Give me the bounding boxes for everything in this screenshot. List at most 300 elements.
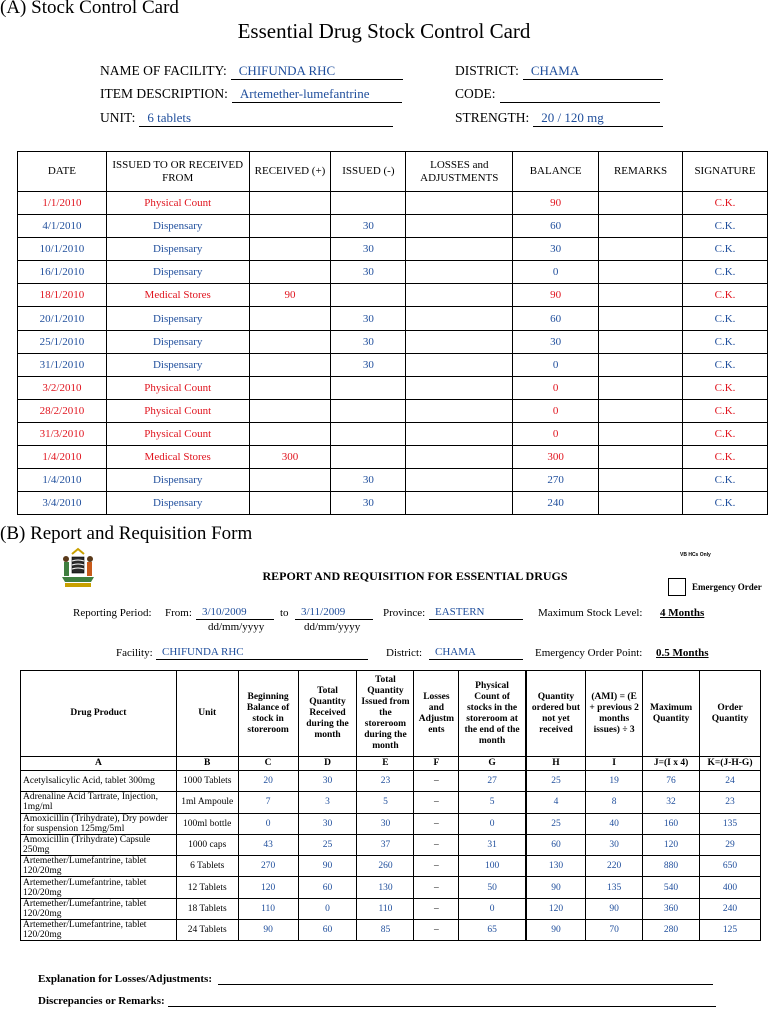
req-cell-i: 70 xyxy=(586,920,643,941)
stock-cell-date: 31/1/2010 xyxy=(18,353,107,376)
strength-label: STRENGTH: xyxy=(455,110,530,125)
req-cell-j: 32 xyxy=(643,792,700,813)
stock-cell-signature: C.K. xyxy=(683,399,768,422)
stock-cell-from: Dispensary xyxy=(106,330,249,353)
stock-cell-issued: 30 xyxy=(331,330,406,353)
stock-row xyxy=(18,376,768,399)
stock-cell-date: 1/4/2010 xyxy=(18,469,107,492)
col-header-signature: SIGNATURE xyxy=(683,152,768,192)
req-cell-f: – xyxy=(414,813,459,834)
stock-cell-signature: C.K. xyxy=(683,353,768,376)
stock-table-header xyxy=(18,152,768,192)
req-cell-unit: 1000 Tablets xyxy=(176,771,238,792)
req-cell-h: 120 xyxy=(526,898,586,919)
discrepancies-line[interactable] xyxy=(168,1006,716,1007)
section-a-title: (A) Stock Control Card xyxy=(0,0,179,18)
stock-cell-signature: C.K. xyxy=(683,376,768,399)
req-cell-unit: 12 Tablets xyxy=(176,877,238,898)
req-cell-j: 160 xyxy=(643,813,700,834)
req-cell-i: 40 xyxy=(586,813,643,834)
req-cell-k: 240 xyxy=(700,898,761,919)
district-value[interactable]: CHAMA xyxy=(523,63,663,80)
stock-cell-remarks xyxy=(599,422,683,445)
req-cell-d: 30 xyxy=(298,813,357,834)
stock-cell-received xyxy=(249,492,331,515)
req-letter-g: G xyxy=(459,757,526,771)
req-row xyxy=(21,877,761,898)
stock-cell-losses xyxy=(406,492,513,515)
unit-label: UNIT: xyxy=(100,110,136,125)
stock-cell-balance: 60 xyxy=(513,215,599,238)
from-date-value[interactable]: 3/10/2009 xyxy=(196,606,274,620)
eop-value: 0.5 Months xyxy=(656,647,709,659)
stock-cell-signature: C.K. xyxy=(683,284,768,307)
req-cell-unit: 18 Tablets xyxy=(176,898,238,919)
req-cell-d: 25 xyxy=(298,834,357,855)
req-cell-j: 280 xyxy=(643,920,700,941)
stock-cell-date: 4/1/2010 xyxy=(18,215,107,238)
req-row xyxy=(21,856,761,877)
stock-cell-balance: 90 xyxy=(513,284,599,307)
max-stock-value: 4 Months xyxy=(660,607,705,619)
req-cell-k: 125 xyxy=(700,920,761,941)
discrepancies-label: Discrepancies or Remarks: xyxy=(38,995,165,1007)
req-cell-j: 540 xyxy=(643,877,700,898)
stock-row xyxy=(18,261,768,284)
stock-cell-signature: C.K. xyxy=(683,422,768,445)
stock-cell-received xyxy=(249,215,331,238)
stock-cell-remarks xyxy=(599,238,683,261)
col-header-from: ISSUED TO OR RECEIVED FROM xyxy=(106,152,249,192)
req-row xyxy=(21,834,761,855)
stock-row xyxy=(18,469,768,492)
stock-cell-remarks xyxy=(599,353,683,376)
stock-cell-received xyxy=(249,192,331,215)
form-title: REPORT AND REQUISITION FOR ESSENTIAL DRUGS xyxy=(262,569,568,583)
req-cell-product: Amoxicillin (Trihydrate) Capsule 250mg xyxy=(21,834,177,855)
req-cell-g: 27 xyxy=(459,771,526,792)
req-row xyxy=(21,813,761,834)
req-cell-product: Adrenaline Acid Tartrate, Injection, 1mg/ml xyxy=(21,792,177,813)
req-cell-g: 31 xyxy=(459,834,526,855)
item-value[interactable]: Artemether-lumefantrine xyxy=(232,86,402,103)
req-cell-product: Amoxicillin (Trihydrate), Dry powder for suspension 125mg/5ml xyxy=(21,813,177,834)
req-cell-e: 37 xyxy=(357,834,414,855)
stock-cell-losses xyxy=(406,446,513,469)
req-cell-k: 23 xyxy=(700,792,761,813)
req-letter-a: A xyxy=(21,757,177,771)
req-cell-d: 60 xyxy=(298,920,357,941)
col-header-issued: ISSUED (-) xyxy=(331,152,406,192)
stock-cell-losses xyxy=(406,399,513,422)
stock-cell-issued: 30 xyxy=(331,307,406,330)
req-cell-h: 130 xyxy=(526,856,586,877)
stock-cell-from: Dispensary xyxy=(106,307,249,330)
req-row xyxy=(21,898,761,919)
req-cell-f: – xyxy=(414,834,459,855)
stock-cell-balance: 90 xyxy=(513,192,599,215)
stock-cell-balance: 0 xyxy=(513,399,599,422)
req-col-ami: (AMI) = (E + previous 2 months issues) ÷ 3 xyxy=(586,671,643,757)
req-cell-i: 135 xyxy=(586,877,643,898)
explanation-line[interactable] xyxy=(218,984,713,985)
req-cell-f: – xyxy=(414,920,459,941)
stock-cell-received xyxy=(249,422,331,445)
req-cell-f: – xyxy=(414,856,459,877)
stock-cell-issued: 30 xyxy=(331,492,406,515)
stock-cell-signature: C.K. xyxy=(683,469,768,492)
req-letter-f: F xyxy=(414,757,459,771)
stock-cell-issued xyxy=(331,284,406,307)
stock-cell-remarks xyxy=(599,192,683,215)
col-header-balance: BALANCE xyxy=(513,152,599,192)
stock-cell-losses xyxy=(406,376,513,399)
req-letter-d: D xyxy=(298,757,357,771)
req-cell-f: – xyxy=(414,898,459,919)
req-cell-g: 65 xyxy=(459,920,526,941)
max-stock-label: Maximum Stock Level: xyxy=(538,607,643,619)
req-row xyxy=(21,920,761,941)
req-cell-d: 0 xyxy=(298,898,357,919)
req-cell-k: 29 xyxy=(700,834,761,855)
req-cell-product: Artemether/Lumefantrine, tablet 120/20mg xyxy=(21,877,177,898)
req-letter-row xyxy=(21,757,761,771)
req-cell-g: 0 xyxy=(459,898,526,919)
province-value[interactable]: EASTERN xyxy=(429,606,523,620)
req-cell-e: 110 xyxy=(357,898,414,919)
stock-cell-losses xyxy=(406,261,513,284)
req-cell-i: 90 xyxy=(586,898,643,919)
req-col-physical: Physical Count of stocks in the storeroom at the end of the month xyxy=(459,671,526,757)
stock-row xyxy=(18,399,768,422)
stock-row xyxy=(18,446,768,469)
req-district-value[interactable]: CHAMA xyxy=(429,646,523,660)
stock-cell-remarks xyxy=(599,399,683,422)
stock-cell-received xyxy=(249,238,331,261)
stock-cell-signature: C.K. xyxy=(683,261,768,284)
strength-value[interactable]: 20 / 120 mg xyxy=(533,110,663,127)
req-header-row xyxy=(21,671,761,757)
stock-cell-issued: 30 xyxy=(331,353,406,376)
stock-cell-balance: 240 xyxy=(513,492,599,515)
req-cell-e: 130 xyxy=(357,877,414,898)
req-letter-e: E xyxy=(357,757,414,771)
req-col-issued: Total Quantity Issued from the storeroom during the month xyxy=(357,671,414,757)
req-cell-g: 5 xyxy=(459,792,526,813)
req-col-order: Order Quantity xyxy=(700,671,761,757)
req-cell-k: 400 xyxy=(700,877,761,898)
req-cell-product: Artemether/Lumefantrine, tablet 120/20mg xyxy=(21,856,177,877)
stock-row xyxy=(18,307,768,330)
req-cell-d: 3 xyxy=(298,792,357,813)
req-col-losses: Losses and Adjustm ents xyxy=(414,671,459,757)
req-cell-c: 110 xyxy=(238,898,298,919)
stock-cell-issued xyxy=(331,422,406,445)
stock-cell-date: 1/1/2010 xyxy=(18,192,107,215)
req-col-unit: Unit xyxy=(176,671,238,757)
req-facility-label: Facility: xyxy=(116,647,153,659)
req-cell-d: 90 xyxy=(298,856,357,877)
req-cell-i: 30 xyxy=(586,834,643,855)
stock-row xyxy=(18,422,768,445)
req-cell-e: 85 xyxy=(357,920,414,941)
code-field xyxy=(455,85,660,103)
req-cell-c: 0 xyxy=(238,813,298,834)
stock-cell-from: Dispensary xyxy=(106,215,249,238)
stock-cell-losses xyxy=(406,353,513,376)
stock-cell-losses xyxy=(406,469,513,492)
req-cell-j: 360 xyxy=(643,898,700,919)
stock-row xyxy=(18,353,768,376)
stock-cell-issued xyxy=(331,399,406,422)
req-letter-b: B xyxy=(176,757,238,771)
stock-cell-signature: C.K. xyxy=(683,492,768,515)
stock-cell-from: Medical Stores xyxy=(106,284,249,307)
stock-cell-remarks xyxy=(599,307,683,330)
emergency-order-checkbox[interactable] xyxy=(668,578,686,596)
stock-row xyxy=(18,330,768,353)
req-cell-k: 24 xyxy=(700,771,761,792)
col-header-remarks: REMARKS xyxy=(599,152,683,192)
stock-cell-balance: 30 xyxy=(513,238,599,261)
req-facility-value[interactable]: CHIFUNDA RHC xyxy=(156,646,368,660)
req-cell-c: 20 xyxy=(238,771,298,792)
stock-cell-received xyxy=(249,469,331,492)
req-cell-j: 880 xyxy=(643,856,700,877)
eop-label: Emergency Order Point: xyxy=(535,647,643,659)
stock-cell-date: 31/3/2010 xyxy=(18,422,107,445)
req-cell-c: 270 xyxy=(238,856,298,877)
stock-cell-losses xyxy=(406,284,513,307)
req-cell-f: – xyxy=(414,792,459,813)
req-col-received: Total Quantity Received during the month xyxy=(298,671,357,757)
req-cell-f: – xyxy=(414,877,459,898)
stock-cell-received xyxy=(249,376,331,399)
stock-cell-received xyxy=(249,330,331,353)
req-cell-unit: 1ml Ampoule xyxy=(176,792,238,813)
stock-cell-date: 20/1/2010 xyxy=(18,307,107,330)
req-cell-g: 50 xyxy=(459,877,526,898)
col-header-received: RECEIVED (+) xyxy=(249,152,331,192)
stock-row xyxy=(18,238,768,261)
section-b-title: (B) Report and Requisition Form xyxy=(0,523,253,544)
req-cell-i: 220 xyxy=(586,856,643,877)
stock-cell-balance: 60 xyxy=(513,307,599,330)
req-cell-k: 650 xyxy=(700,856,761,877)
code-label: CODE: xyxy=(455,86,496,101)
req-cell-e: 23 xyxy=(357,771,414,792)
stock-cell-from: Physical Count xyxy=(106,422,249,445)
stock-cell-issued: 30 xyxy=(331,238,406,261)
stock-cell-balance: 270 xyxy=(513,469,599,492)
stock-cell-remarks xyxy=(599,330,683,353)
item-field xyxy=(100,85,402,103)
req-cell-j: 76 xyxy=(643,771,700,792)
item-label: ITEM DESCRIPTION: xyxy=(100,86,228,101)
stock-cell-received: 300 xyxy=(249,446,331,469)
req-cell-i: 19 xyxy=(586,771,643,792)
req-cell-h: 25 xyxy=(526,813,586,834)
stock-cell-signature: C.K. xyxy=(683,192,768,215)
stock-row xyxy=(18,215,768,238)
stock-cell-signature: C.K. xyxy=(683,446,768,469)
stock-cell-remarks xyxy=(599,376,683,399)
to-date-value[interactable]: 3/11/2009 xyxy=(295,606,373,620)
req-cell-e: 260 xyxy=(357,856,414,877)
facility-value[interactable]: CHIFUNDA RHC xyxy=(231,63,403,80)
stock-cell-balance: 30 xyxy=(513,330,599,353)
req-col-ordered: Quantity ordered but not yet received xyxy=(526,671,586,757)
stock-cell-date: 28/2/2010 xyxy=(18,399,107,422)
req-cell-h: 90 xyxy=(526,920,586,941)
facility-label: NAME OF FACILITY: xyxy=(100,63,227,78)
province-label: Province: xyxy=(383,607,426,619)
code-value[interactable] xyxy=(500,86,660,103)
req-cell-g: 0 xyxy=(459,813,526,834)
req-cell-h: 4 xyxy=(526,792,586,813)
req-row xyxy=(21,792,761,813)
stock-cell-issued xyxy=(331,376,406,399)
stock-cell-issued: 30 xyxy=(331,215,406,238)
req-cell-h: 25 xyxy=(526,771,586,792)
req-letter-h: H xyxy=(526,757,586,771)
req-cell-h: 90 xyxy=(526,877,586,898)
stock-cell-remarks xyxy=(599,446,683,469)
req-cell-product: Artemether/Lumefantrine, tablet 120/20mg xyxy=(21,920,177,941)
stock-cell-balance: 300 xyxy=(513,446,599,469)
stock-cell-balance: 0 xyxy=(513,261,599,284)
req-cell-product: Artemether/Lumefantrine, tablet 120/20mg xyxy=(21,898,177,919)
stock-cell-losses xyxy=(406,192,513,215)
stock-cell-losses xyxy=(406,422,513,445)
reporting-period-label: Reporting Period: xyxy=(73,607,152,619)
req-cell-c: 120 xyxy=(238,877,298,898)
stock-cell-issued xyxy=(331,192,406,215)
date-format-2: dd/mm/yyyy xyxy=(304,621,361,633)
stock-cell-date: 10/1/2010 xyxy=(18,238,107,261)
stock-cell-received xyxy=(249,261,331,284)
stock-cell-losses xyxy=(406,330,513,353)
req-cell-unit: 100ml bottle xyxy=(176,813,238,834)
stock-cell-from: Physical Count xyxy=(106,399,249,422)
unit-field xyxy=(100,109,393,127)
stock-cell-received: 90 xyxy=(249,284,331,307)
stock-cell-signature: C.K. xyxy=(683,307,768,330)
req-cell-unit: 6 Tablets xyxy=(176,856,238,877)
req-col-beginning: Beginning Balance of stock in storeroom xyxy=(238,671,298,757)
req-cell-c: 90 xyxy=(238,920,298,941)
req-cell-unit: 1000 caps xyxy=(176,834,238,855)
stock-cell-date: 1/4/2010 xyxy=(18,446,107,469)
stock-cell-date: 3/4/2010 xyxy=(18,492,107,515)
stock-cell-from: Medical Stores xyxy=(106,446,249,469)
requisition-table xyxy=(20,670,761,941)
stock-cell-from: Dispensary xyxy=(106,353,249,376)
stock-cell-signature: C.K. xyxy=(683,215,768,238)
district-field xyxy=(455,62,663,80)
stock-cell-remarks xyxy=(599,469,683,492)
req-cell-e: 5 xyxy=(357,792,414,813)
req-cell-c: 43 xyxy=(238,834,298,855)
from-label: From: xyxy=(165,607,192,619)
vb-note: VB HCs Only xyxy=(680,552,711,558)
stock-cell-remarks xyxy=(599,284,683,307)
req-cell-d: 30 xyxy=(298,771,357,792)
stock-control-table xyxy=(17,151,768,515)
facility-field xyxy=(100,62,403,80)
district-label: DISTRICT: xyxy=(455,63,519,78)
stock-cell-remarks xyxy=(599,492,683,515)
stock-cell-remarks xyxy=(599,261,683,284)
stock-cell-from: Physical Count xyxy=(106,192,249,215)
stock-cell-losses xyxy=(406,238,513,261)
stock-cell-signature: C.K. xyxy=(683,330,768,353)
col-header-losses: LOSSES and ADJUSTMENTS xyxy=(406,152,513,192)
date-format-1: dd/mm/yyyy xyxy=(208,621,265,633)
strength-field xyxy=(455,109,663,127)
stock-cell-from: Physical Count xyxy=(106,376,249,399)
req-cell-j: 120 xyxy=(643,834,700,855)
stock-cell-issued: 30 xyxy=(331,261,406,284)
req-letter-i: I xyxy=(586,757,643,771)
unit-value[interactable]: 6 tablets xyxy=(139,110,393,127)
req-letter-c: C xyxy=(238,757,298,771)
stock-cell-date: 16/1/2010 xyxy=(18,261,107,284)
req-cell-product: Acetylsalicylic Acid, tablet 300mg xyxy=(21,771,177,792)
stock-cell-balance: 0 xyxy=(513,376,599,399)
req-cell-g: 100 xyxy=(459,856,526,877)
stock-row xyxy=(18,492,768,515)
req-cell-unit: 24 Tablets xyxy=(176,920,238,941)
req-col-product: Drug Product xyxy=(21,671,177,757)
stock-cell-issued xyxy=(331,446,406,469)
stock-cell-signature: C.K. xyxy=(683,238,768,261)
req-cell-f: – xyxy=(414,771,459,792)
to-label: to xyxy=(280,607,289,619)
req-col-max: Maximum Quantity xyxy=(643,671,700,757)
emergency-order-label: Emergency Order xyxy=(692,582,762,592)
stock-cell-date: 18/1/2010 xyxy=(18,284,107,307)
stock-row xyxy=(18,192,768,215)
stock-cell-balance: 0 xyxy=(513,353,599,376)
req-cell-c: 7 xyxy=(238,792,298,813)
req-row xyxy=(21,771,761,792)
stock-cell-issued: 30 xyxy=(331,469,406,492)
stock-row xyxy=(18,284,768,307)
stock-cell-from: Dispensary xyxy=(106,261,249,284)
stock-cell-losses xyxy=(406,307,513,330)
req-cell-k: 135 xyxy=(700,813,761,834)
stock-cell-received xyxy=(249,399,331,422)
stock-cell-date: 3/2/2010 xyxy=(18,376,107,399)
stock-cell-from: Dispensary xyxy=(106,238,249,261)
req-letter-j: J=(I x 4) xyxy=(643,757,700,771)
req-cell-d: 60 xyxy=(298,877,357,898)
card-title: Essential Drug Stock Control Card xyxy=(237,19,531,43)
req-cell-h: 60 xyxy=(526,834,586,855)
stock-cell-from: Dispensary xyxy=(106,469,249,492)
stock-cell-from: Dispensary xyxy=(106,492,249,515)
stock-cell-losses xyxy=(406,215,513,238)
stock-cell-date: 25/1/2010 xyxy=(18,330,107,353)
stock-cell-remarks xyxy=(599,215,683,238)
req-cell-i: 8 xyxy=(586,792,643,813)
req-cell-e: 30 xyxy=(357,813,414,834)
explanation-label: Explanation for Losses/Adjustments: xyxy=(38,973,212,985)
stock-cell-received xyxy=(249,307,331,330)
req-district-label: District: xyxy=(386,647,423,659)
col-header-date: DATE xyxy=(18,152,107,192)
